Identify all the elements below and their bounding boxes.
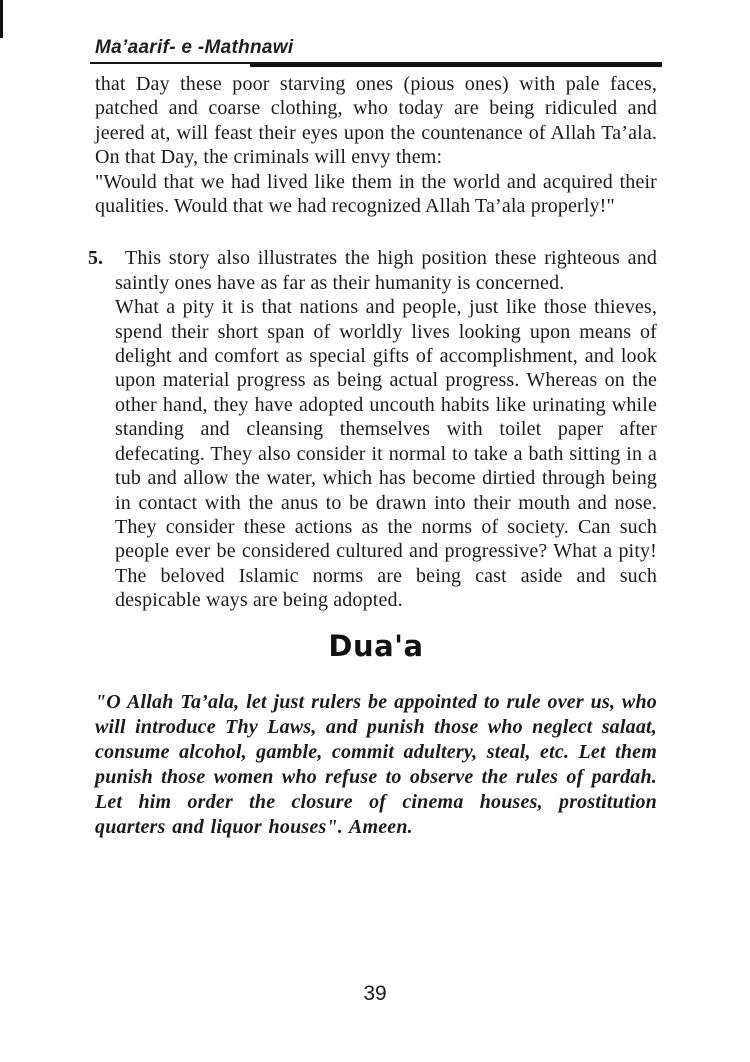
paragraph-quote: "Would that we had lived like them in the world and acquired their qualities. Would that we had recognized Allah Ta’ala properly!" bbox=[95, 170, 657, 218]
dua-heading: Dua'a bbox=[328, 628, 424, 663]
paragraph-continuation: that Day these poor starving ones (pious ones) with pale faces, patched and coarse clothing, who today are being ridiculed and jeered at, will feast their eyes upon the countenance of Allah Ta’ala. On that Day, the criminals will envy them: bbox=[95, 73, 657, 169]
numbered-item-5 bbox=[88, 246, 657, 612]
dua-paragraph: "O Allah Ta’ala, let just rulers be appointed to rule over us, who will introduce Thy Laws, and punish those who neglect salaat, consume alcohol, gamble, commit adultery, steal, etc. Let them punish those women who refuse to observe the rules of pardah. Let him order the closure of cinema houses, prostitution quarters and liquor houses". Ameen. bbox=[95, 690, 657, 838]
item-body bbox=[115, 246, 657, 612]
item-number: 5. bbox=[88, 247, 103, 270]
scan-edge-mark bbox=[0, 0, 3, 38]
header-title: Ma’aarif- e -Mathnawi bbox=[95, 37, 294, 58]
page-body bbox=[88, 72, 657, 840]
running-header bbox=[95, 37, 662, 59]
item-paragraph-1: This story also illustrates the high position these righteous and saintly ones have as far as their humanity is concerned. bbox=[115, 247, 657, 294]
item-paragraph-2: What a pity it is that nations and people, just like those thieves, spend their short span of worldly lives looking upon means of delight and comfort as special gifts of accomplishment, and look upon material progress as being actual progress. Whereas on the other hand, they have adopted uncouth habits like urinating while standing and cleansing themselves with toilet paper after defecating. They also consider it normal to take a bath sitting in a tub and allow the water, which has become dirtied through being in contact with the anus to be drawn into their mouth and nose. They consider these actions as the norms of society. Can such people ever be considered cultured and progressive? What a pity! The beloved Islamic norms are being cast aside and such despicable ways are being adopted. bbox=[115, 296, 657, 612]
page-footer bbox=[0, 982, 750, 1006]
page-number: 39 bbox=[363, 982, 387, 1005]
header-rule-thick bbox=[250, 64, 662, 67]
